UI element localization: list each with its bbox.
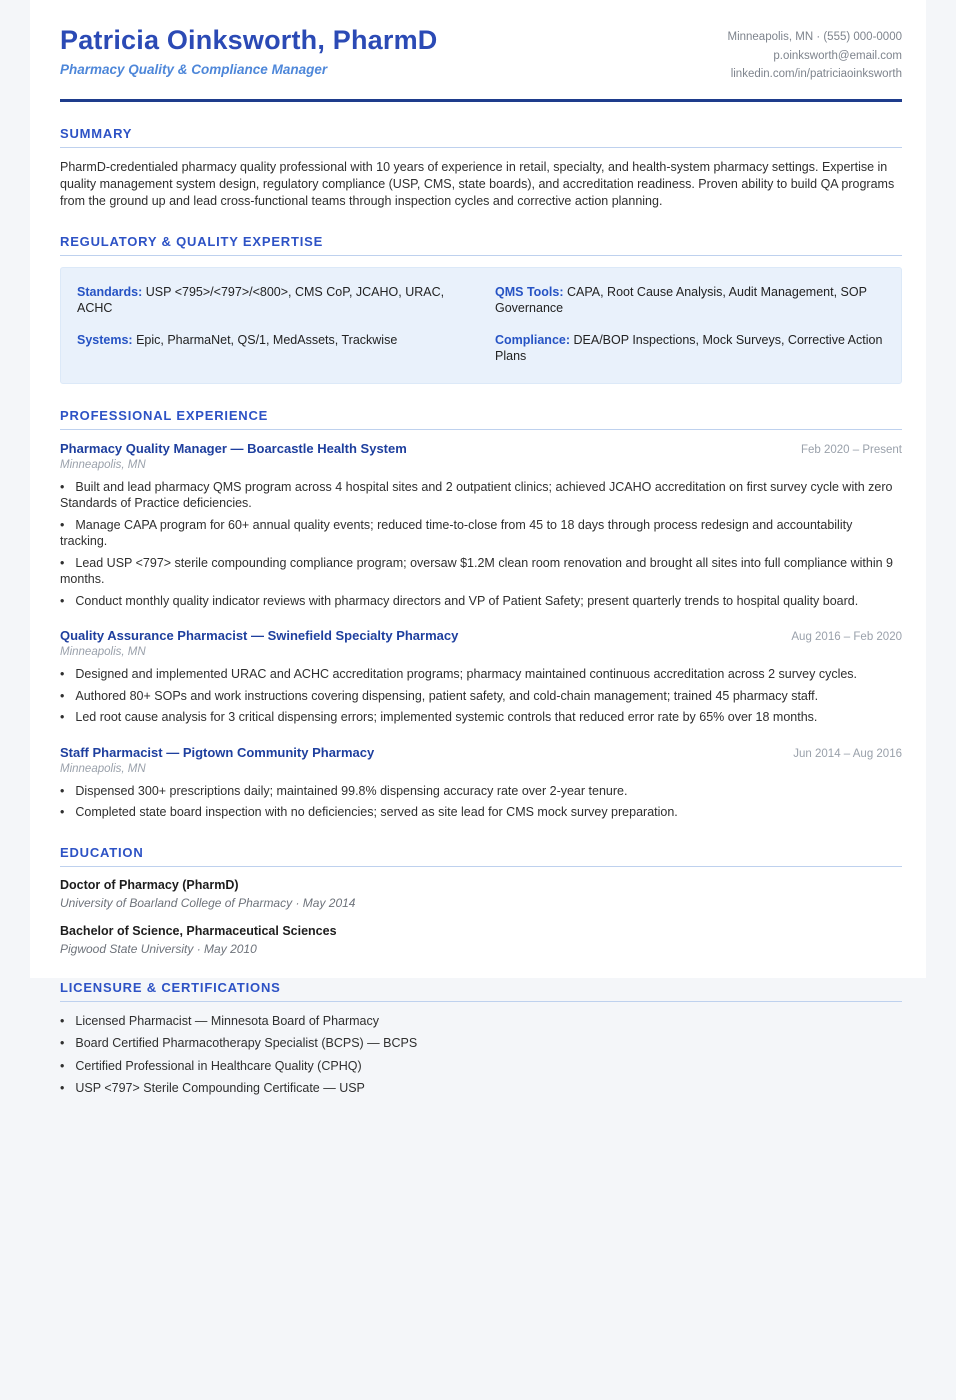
degree-school: University of Boarland College of Pharmacy · May 2014 bbox=[60, 895, 356, 910]
contact-block bbox=[727, 24, 902, 84]
experience-heading: PROFESSIONAL EXPERIENCE bbox=[60, 408, 902, 430]
job-title: Pharmacy Quality Manager — Boarcastle Health System bbox=[60, 440, 407, 456]
job-entry bbox=[60, 441, 902, 610]
job-bullet: • Authored 80+ SOPs and work instructions covering dispensing, patient safety, and cold-chain management; trained 45 pharmacy staff. bbox=[60, 688, 902, 705]
job-bullet: • Built and lead pharmacy QMS program across 4 hospital sites and 2 outpatient clinics; achieved JCAHO accreditation on first survey cycle with zero Standards of Practice deficiencies. bbox=[60, 479, 902, 512]
certifications-heading: LICENSURE & CERTIFICATIONS bbox=[60, 980, 902, 1002]
expertise-value: DEA/BOP Inspections, Mock Surveys, Corrective Action Plans bbox=[495, 332, 883, 363]
degree-name: Bachelor of Science, Pharmaceutical Sciences bbox=[60, 923, 337, 938]
job-date: Aug 2016 – Feb 2020 bbox=[791, 631, 902, 643]
job-bullets bbox=[60, 666, 902, 726]
expertise-label: Systems: bbox=[77, 332, 133, 347]
job-bullets bbox=[60, 783, 902, 821]
degree-entry bbox=[60, 878, 902, 910]
expertise-label: Compliance: bbox=[495, 332, 571, 347]
certification-item: • USP <797> Sterile Compounding Certificate — USP bbox=[60, 1080, 902, 1097]
contact-email: p.oinksworth@email.com bbox=[773, 49, 902, 62]
person-name: Patricia Oinksworth, PharmD bbox=[60, 25, 438, 55]
certification-list bbox=[60, 1013, 902, 1097]
job-location: Minneapolis, MN bbox=[60, 458, 146, 471]
job-date: Feb 2020 – Present bbox=[800, 443, 902, 456]
expertise-heading: REGULATORY & QUALITY EXPERTISE bbox=[60, 234, 902, 256]
header-divider bbox=[60, 99, 902, 102]
resume-header bbox=[60, 24, 902, 102]
expertise-label: Standards: bbox=[77, 284, 143, 299]
resume-page bbox=[30, 0, 926, 1095]
job-location: Minneapolis, MN bbox=[60, 646, 146, 658]
section-education bbox=[60, 845, 902, 956]
section-summary bbox=[60, 126, 902, 210]
job-title: Quality Assurance Pharmacist — Swinefield Specialty Pharmacy bbox=[60, 628, 459, 643]
certification-item: • Licensed Pharmacist — Minnesota Board of Pharmacy bbox=[60, 1013, 902, 1030]
job-date: Jun 2014 – Aug 2016 bbox=[793, 747, 902, 760]
expertise-item-standards bbox=[77, 284, 467, 317]
contact-linkedin: linkedin.com/in/patriciaoinksworth bbox=[730, 68, 902, 80]
job-bullet: • Manage CAPA program for 60+ annual quality events; reduced time-to-close from 45 to 18 days through process redesign and accountability tracking. bbox=[60, 517, 902, 550]
job-bullet: • Conduct monthly quality indicator reviews with pharmacy directors and VP of Patient Safety; present quarterly trends to hospital quality board. bbox=[60, 593, 902, 610]
job-bullets bbox=[60, 479, 902, 610]
certification-item: • Board Certified Pharmacotherapy Specialist (BCPS) — BCPS bbox=[60, 1035, 902, 1052]
job-entry bbox=[60, 628, 902, 726]
degree-entry bbox=[60, 924, 902, 956]
job-bullet: • Dispensed 300+ prescriptions daily; maintained 99.8% dispensing accuracy rate over 2-year tenure. bbox=[60, 783, 902, 800]
education-heading: EDUCATION bbox=[60, 845, 902, 867]
header-identity bbox=[60, 24, 438, 77]
person-job-title: Pharmacy Quality & Compliance Manager bbox=[60, 62, 328, 77]
expertise-value: CAPA, Root Cause Analysis, Audit Management, SOP Governance bbox=[495, 284, 867, 315]
job-location: Minneapolis, MN bbox=[60, 762, 146, 775]
expertise-value: Epic, PharmaNet, QS/1, MedAssets, Trackwise bbox=[136, 332, 398, 347]
certification-item: • Certified Professional in Healthcare Quality (CPHQ) bbox=[60, 1058, 902, 1075]
job-bullet: • Lead USP <797> sterile compounding compliance program; oversaw $1.2M clean room renovation and brought all sites into full compliance within 9 months. bbox=[60, 555, 902, 588]
contact-location-phone: Minneapolis, MN · (555) 000-0000 bbox=[727, 31, 902, 43]
job-entry bbox=[60, 745, 902, 821]
degree-school: Pigwood State University · May 2010 bbox=[60, 941, 257, 956]
job-bullet: • Completed state board inspection with no deficiencies; served as site lead for CMS mock survey preparation. bbox=[60, 804, 902, 821]
expertise-box bbox=[60, 267, 902, 384]
expertise-value: USP <795>/<797>/<800>, CMS CoP, JCAHO, URAC, ACHC bbox=[77, 284, 445, 315]
summary-text: PharmD-credentialed pharmacy quality professional with 10 years of experience in retail, specialty, and health-system pharmacy settings. Expertise in quality management system design, regulatory compliance (USP, CMS, state boards), and accreditation readiness. Proven ability to build QA programs from the ground up and lead cross-functional teams through inspection cycles and corrective action planning. bbox=[60, 159, 895, 208]
job-bullet: • Designed and implemented URAC and ACHC accreditation programs; pharmacy maintained continuous accreditation across 2 survey cycles. bbox=[60, 666, 902, 683]
summary-heading: SUMMARY bbox=[60, 126, 902, 148]
job-title: Staff Pharmacist — Pigtown Community Pharmacy bbox=[60, 744, 375, 760]
expertise-item-compliance bbox=[495, 332, 885, 365]
section-certifications bbox=[60, 980, 902, 1097]
section-expertise bbox=[60, 234, 902, 384]
expertise-item-systems bbox=[77, 332, 467, 365]
job-bullet: • Led root cause analysis for 3 critical dispensing errors; implemented systemic controls that reduced error rate by 65% over 18 months. bbox=[60, 709, 902, 726]
section-experience bbox=[60, 408, 902, 821]
expertise-item-qms-tools bbox=[495, 284, 885, 317]
degree-name: Doctor of Pharmacy (PharmD) bbox=[60, 877, 239, 892]
expertise-label: QMS Tools: bbox=[495, 284, 564, 299]
